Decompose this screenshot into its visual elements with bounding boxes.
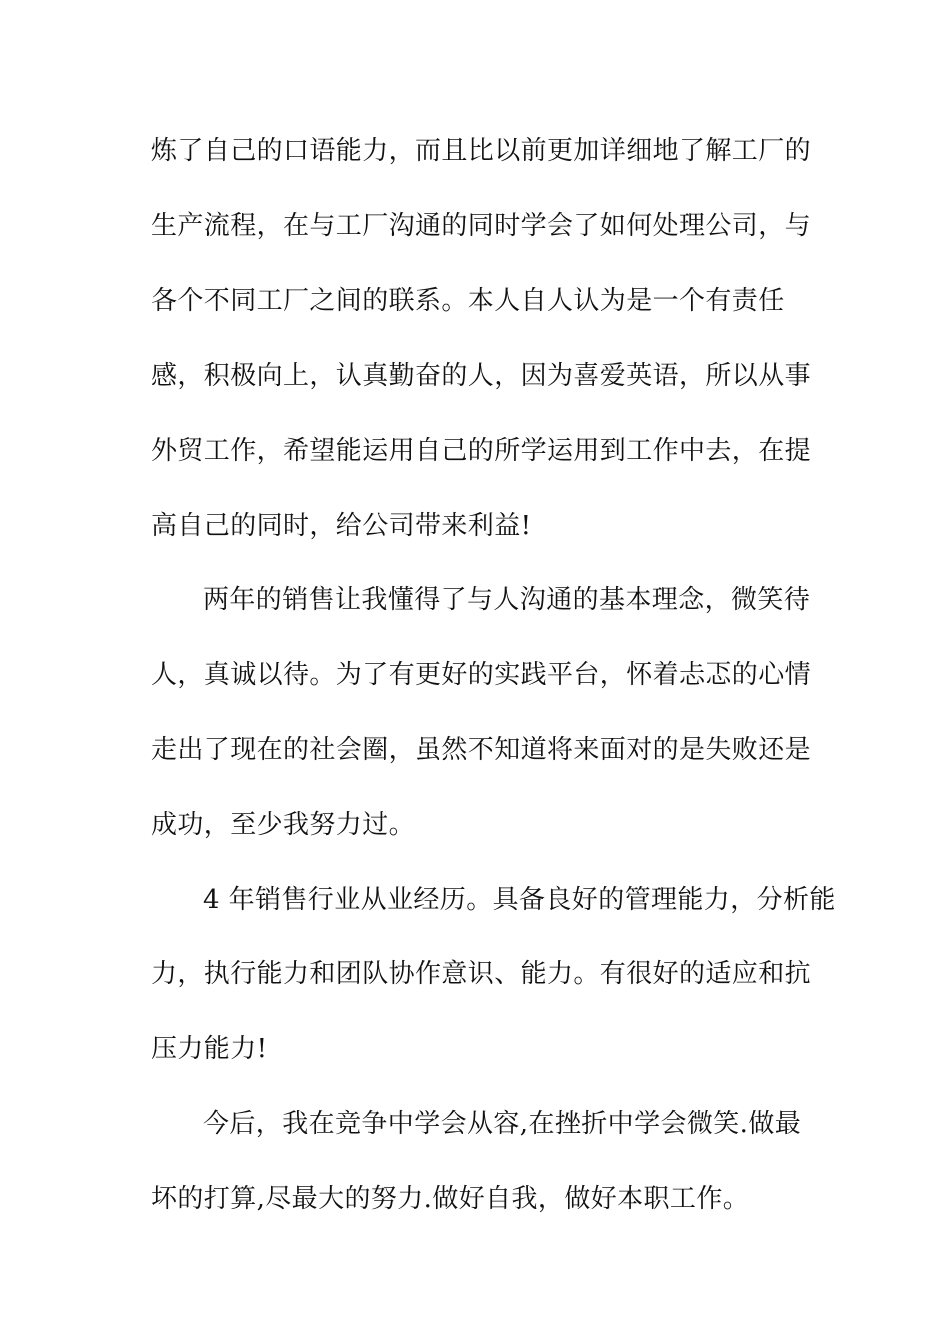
text-line: 坏的打算,尽最大的努力.做好自我，做好本职工作。 — [151, 1184, 750, 1214]
text-line: 人，真诚以待。为了有更好的实践平台，怀着忐忑的心情 — [151, 660, 812, 690]
text-line: 感，积极向上，认真勤奋的人，因为喜爱英语，所以从事 — [151, 361, 812, 391]
text-line: 走出了现在的社会圈，虽然不知道将来面对的是失败还是 — [151, 735, 812, 765]
text-line: 高自己的同时，给公司带来利益! — [151, 511, 532, 541]
text-line: 外贸工作，希望能运用自己的所学运用到工作中去，在提 — [151, 436, 812, 466]
paragraph-first-line: 今后，我在竞争中学会从容,在挫折中学会微笑.做最 — [203, 1109, 802, 1139]
text-line: 压力能力! — [151, 1034, 268, 1064]
text-line: 炼了自己的口语能力，而且比以前更加详细地了解工厂的 — [151, 136, 812, 166]
text-line: 成功，至少我努力过。 — [151, 810, 416, 840]
paragraph-first-line: 两年的销售让我懂得了与人沟通的基本理念，微笑待 — [203, 585, 811, 615]
text-line: 力，执行能力和团队协作意识、能力。有很好的适应和抗 — [151, 959, 812, 989]
text-line: 各个不同工厂之间的联系。本人自人认为是一个有责任 — [151, 286, 785, 316]
paragraph-first-line: 4 年销售行业从业经历。具备良好的管理能力，分析能 — [203, 885, 836, 915]
text-line: 生产流程，在与工厂沟通的同时学会了如何处理公司，与 — [151, 211, 812, 241]
